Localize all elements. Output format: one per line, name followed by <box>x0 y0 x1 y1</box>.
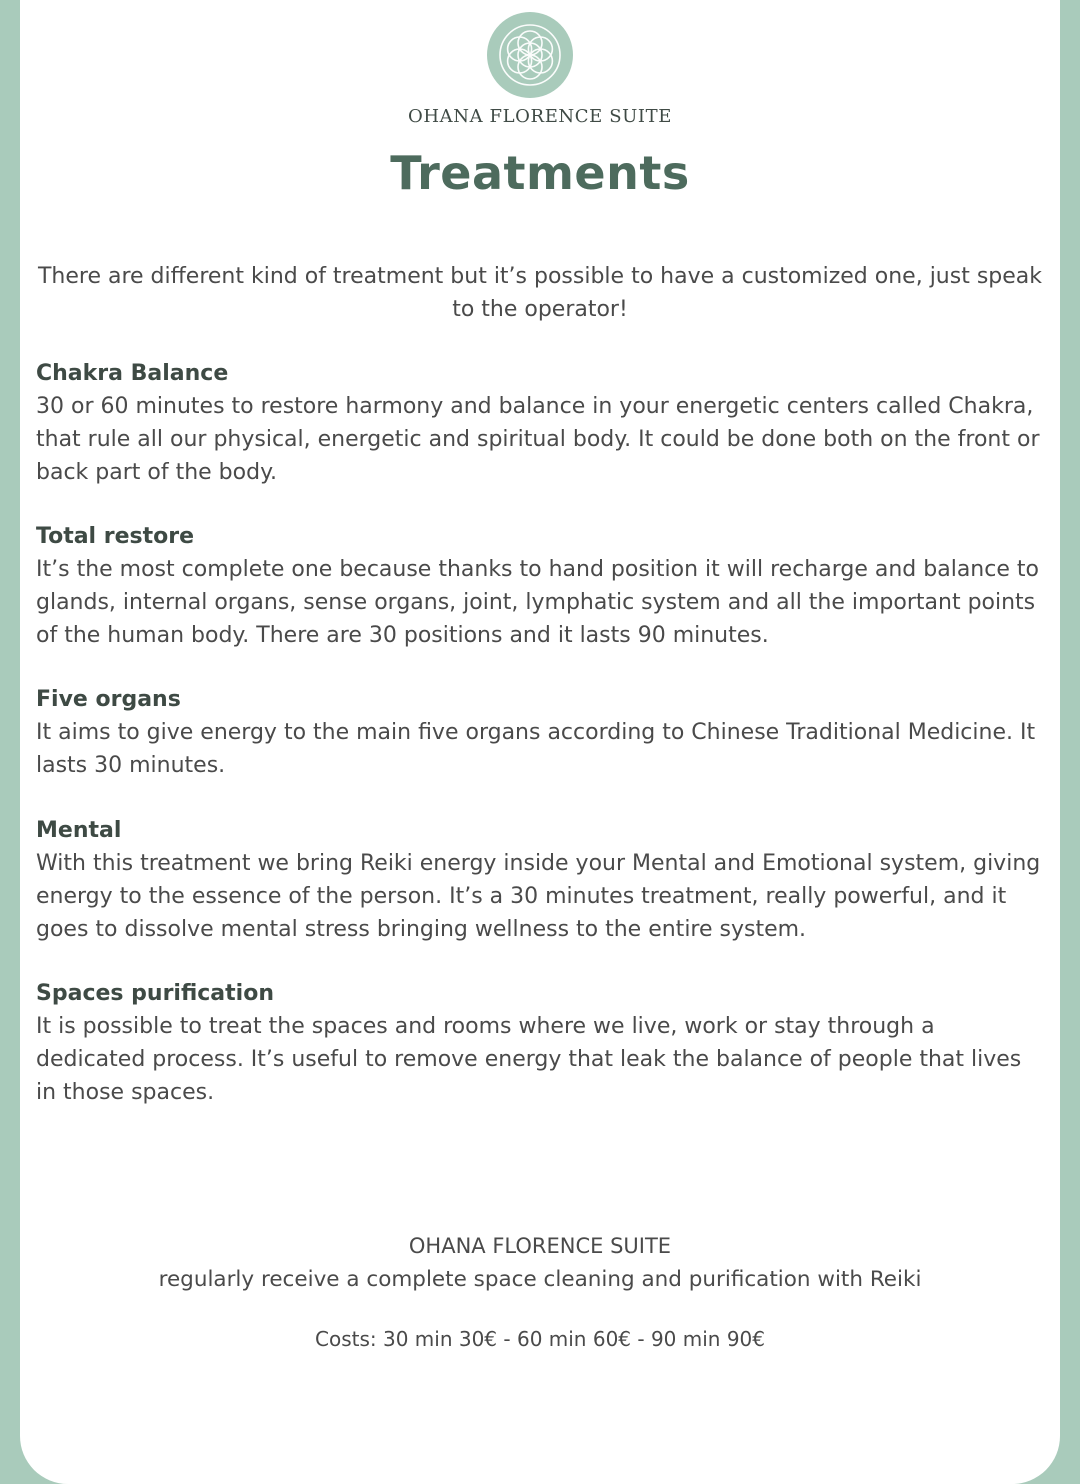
treatment-mental <box>36 814 1048 946</box>
treatment-title: Spaces purification <box>36 981 274 1006</box>
treatment-description: It aims to give energy to the main five organs according to Chinese Traditional Medicine. It lasts 30 minutes. <box>36 720 1036 778</box>
treatment-spaces-purification <box>36 977 1048 1109</box>
treatment-total-restore <box>36 520 1048 652</box>
treatments-card <box>20 0 1060 1484</box>
treatment-description: With this treatment we bring Reiki energy inside your Mental and Emotional system, giving energy to the essence of the person. It’s a 30 minutes treatment, really powerful, and it goes to dissolve mental stress bringing wellness to the entire system. <box>36 851 1041 942</box>
treatment-title: Five organs <box>36 687 181 712</box>
flower-of-life-icon <box>487 12 573 98</box>
treatment-description: 30 or 60 minutes to restore harmony and balance in your energetic centers called Chakra, that rule all our physical, energetic and spiritual body. It could be done both on the front or back part of the body. <box>36 394 1040 485</box>
treatment-title: Mental <box>36 818 122 843</box>
costs-text: Costs: 30 min 30€ - 60 min 60€ - 90 min 90€ <box>315 1327 765 1351</box>
brand-name: OHANA FLORENCE SUITE <box>408 106 672 127</box>
footer-brand: OHANA FLORENCE SUITE <box>408 1234 672 1258</box>
treatment-description: It’s the most complete one because thanks to hand position it will recharge and balance to glands, internal organs, sense organs, joint, lymphatic system and all the important points of the human body. There are 30 positions and it lasts 90 minutes. <box>36 557 1039 648</box>
treatment-five-organs <box>36 683 1048 782</box>
treatment-chakra-balance <box>36 357 1048 489</box>
treatment-description: It is possible to treat the spaces and rooms where we live, work or stay through a dedicated process. It’s useful to remove energy that leak the balance of people that lives in those spaces. <box>36 1014 1022 1105</box>
treatment-title: Chakra Balance <box>36 361 229 386</box>
intro-text: There are different kind of treatment but it’s possible to have a customized one, just speak to the operator! <box>37 264 1043 322</box>
footer-note: regularly receive a complete space cleaning and purification with Reiki <box>158 1267 922 1292</box>
page-title: Treatments <box>390 146 690 200</box>
treatment-title: Total restore <box>36 524 195 549</box>
